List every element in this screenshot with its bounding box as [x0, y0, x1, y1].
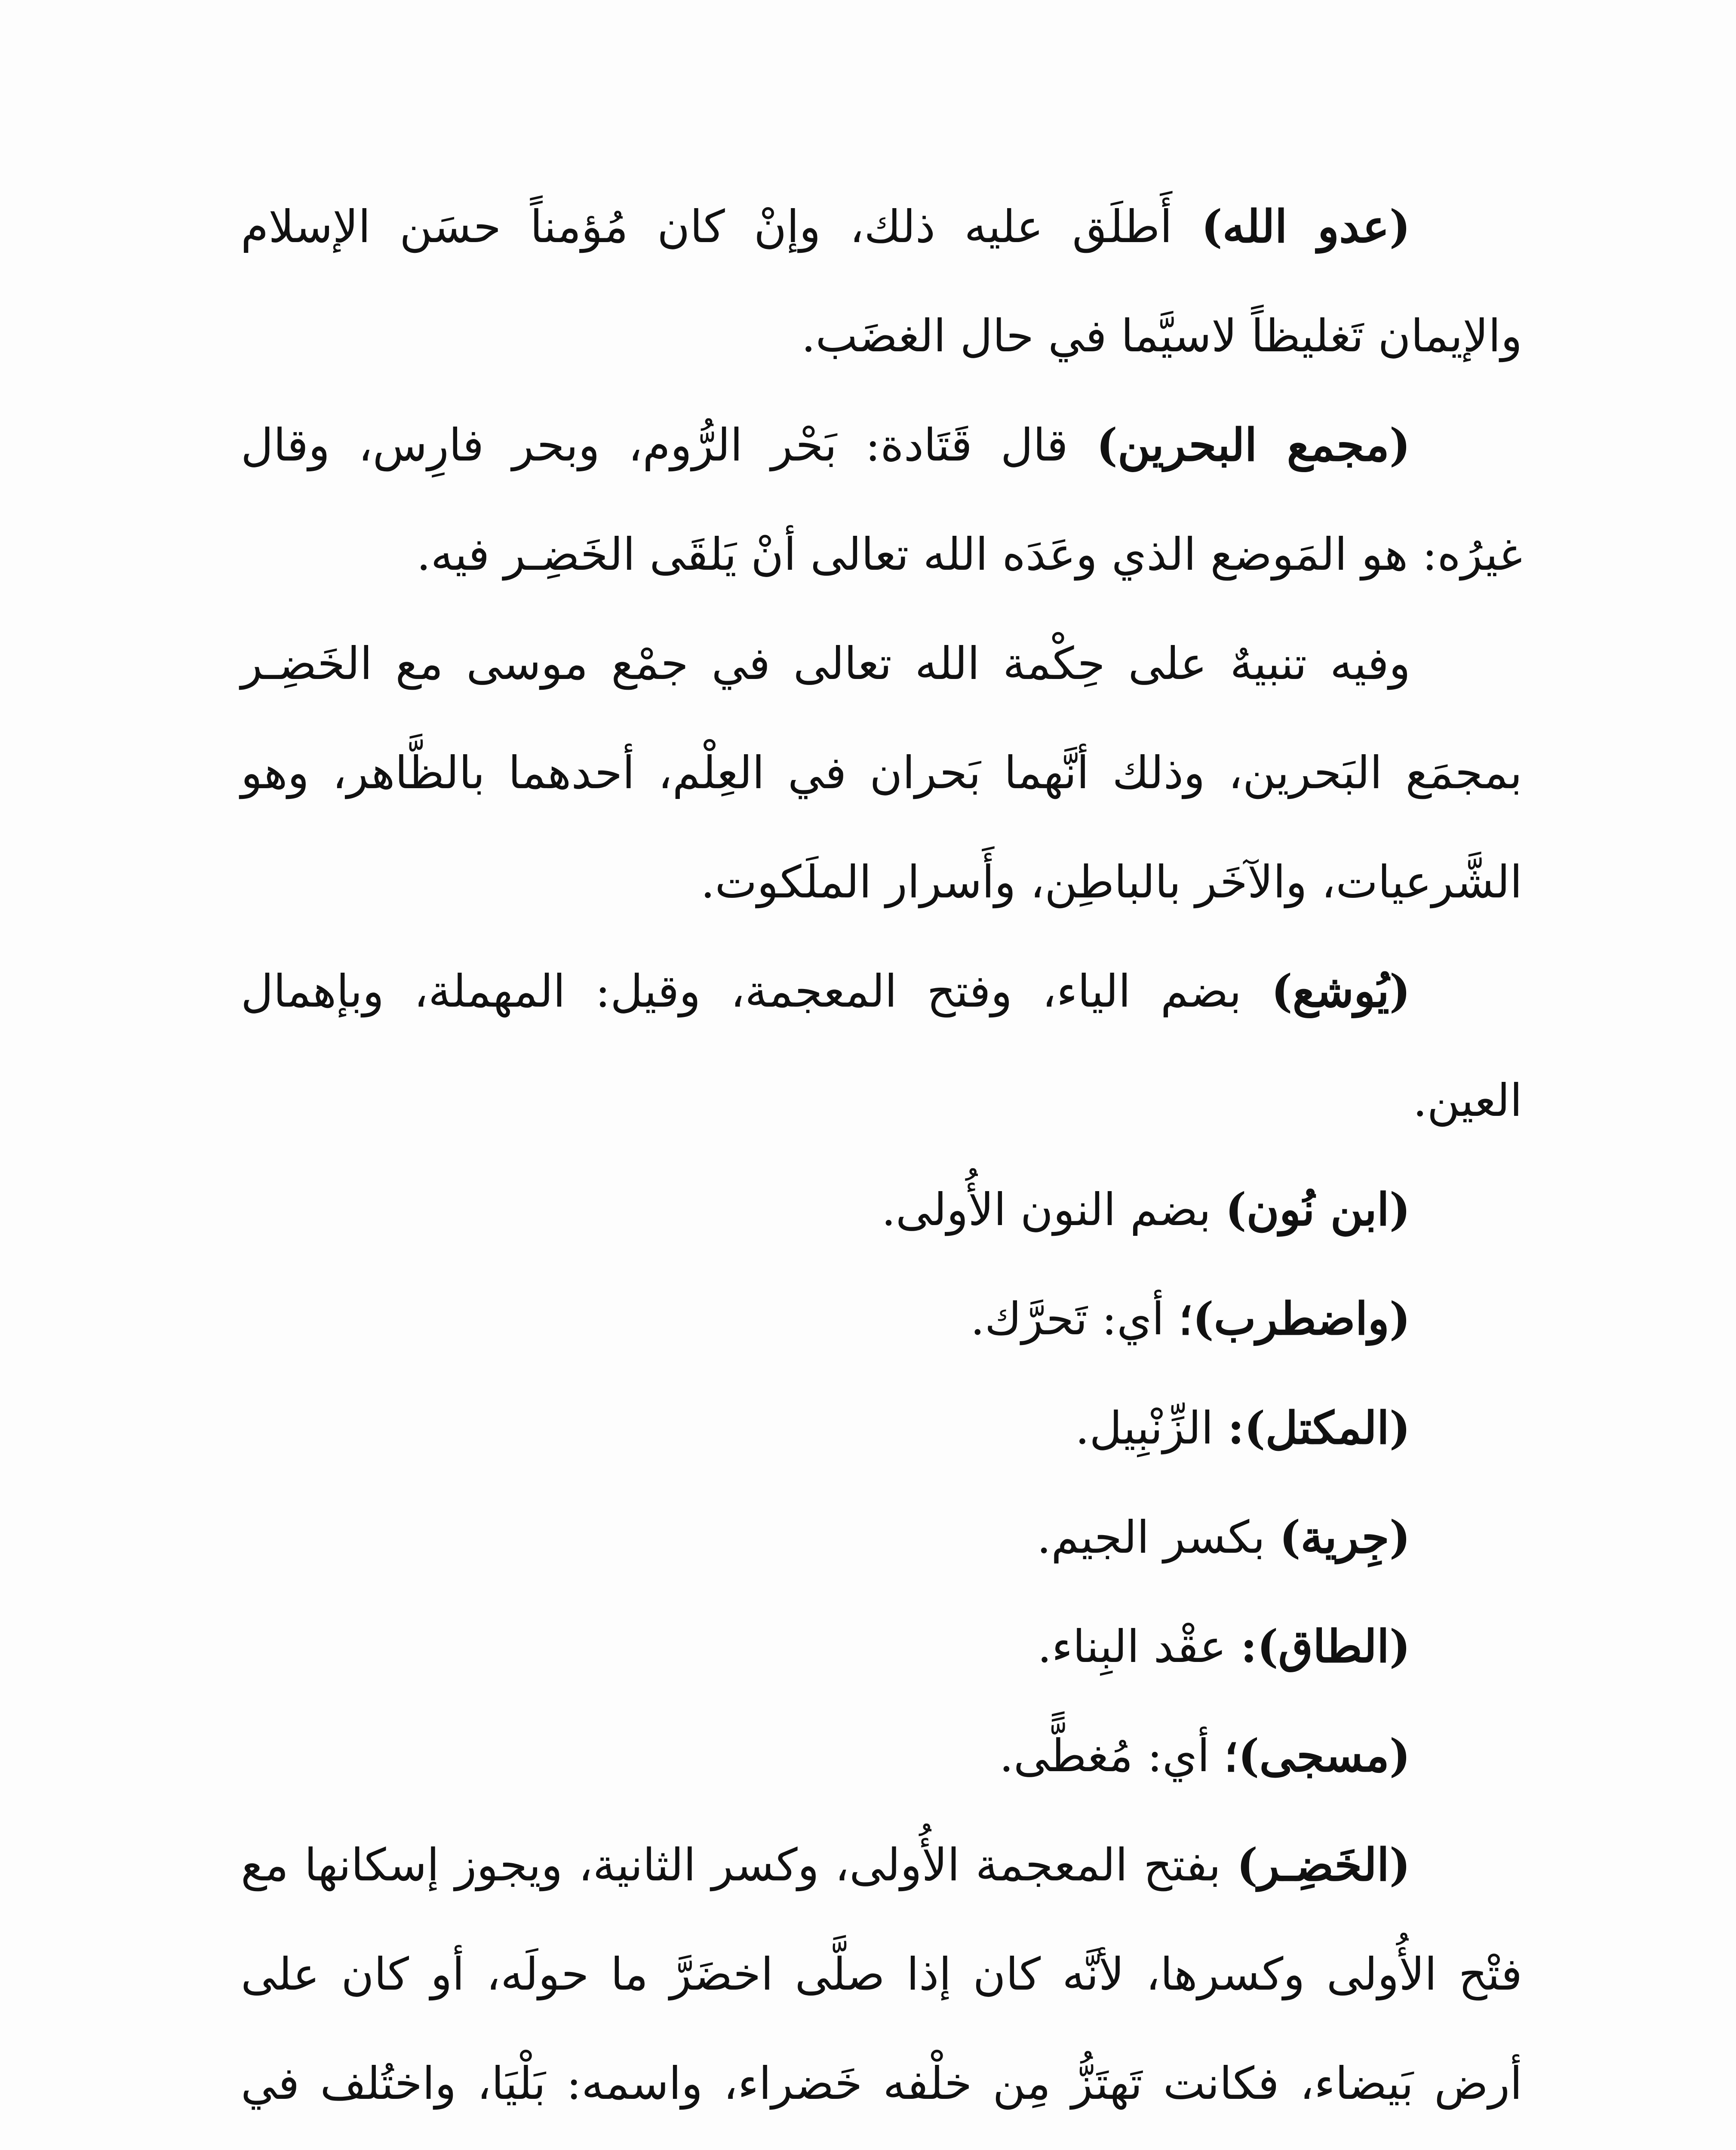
entry-paragraph — [241, 1810, 1522, 2150]
entry-term: (واضطرب)؛ — [1178, 1292, 1410, 1345]
entry-term: (ابن نُون) — [1225, 1183, 1410, 1236]
entry-paragraph — [241, 390, 1522, 609]
entry-text: بضم الياء، وفتح المعجمة، وقيل: المهملة، وبإهمال العين. — [241, 965, 1522, 1127]
commentary-text — [241, 172, 1522, 2150]
entry-paragraph — [241, 609, 1522, 937]
entry-text: أي: تَحرَّك. — [970, 1293, 1179, 1345]
entry-paragraph — [241, 937, 1522, 1155]
entry-term: (يُوشع) — [1271, 964, 1410, 1017]
entry-text: بضم النون الأُولى. — [881, 1183, 1226, 1236]
entry-text: أي: مُغطًّى. — [999, 1729, 1224, 1782]
entry-text: أَطلَق عليه ذلك، وإنْ كان مُؤمناً حسَن الإسلام والإيمان تَغليظاً لاسيَّما في حال الغضَب. — [241, 200, 1522, 362]
entry-paragraph — [241, 1373, 1522, 1483]
entry-text: الزِّنْبِيل. — [1075, 1402, 1228, 1454]
entry-term: (المكتل): — [1227, 1401, 1410, 1454]
entry-term: (مسجى)؛ — [1224, 1729, 1410, 1782]
entry-term: (عدو الله) — [1201, 200, 1410, 253]
entry-paragraph — [241, 172, 1522, 390]
entry-paragraph — [241, 1155, 1522, 1264]
entry-term: (الطاق): — [1240, 1620, 1410, 1673]
entry-paragraph — [241, 1592, 1522, 1701]
entry-paragraph — [241, 1483, 1522, 1592]
entry-text: بكسر الجيم. — [1037, 1511, 1280, 1563]
entry-text: بفتح المعجمة الأُولى، وكسر الثانية، ويجوز إسكانها مع فتْح الأُولى وكسرها، لأنَّه كان إذا صلَّى اخضَرَّ ما حولَه، أو كان على أرض بَيضاء، فكانت تَهتَزُّ مِن خلْفه خَضراء، واسمه: بَلْيَا، واختُلف في — [241, 1839, 1522, 2110]
entry-term: (مجمع البحرين) — [1096, 418, 1410, 471]
entry-term: (الخَضِـر) — [1236, 1838, 1410, 1891]
entry-text: وفيه تنبيهٌ على حِكْمة الله تعالى في جمْع موسى مع الخَضِـر بمجمَع البَحرين، وذلك أنَّهما بَحران في العِلْم، أحدهما بالظَّاهر، وهو الشَّرعيات، والآخَر بالباطِن، وأَسرار الملَكوت. — [241, 637, 1522, 908]
entry-term: (جِرية) — [1279, 1511, 1410, 1563]
entry-paragraph — [241, 1701, 1522, 1810]
entry-paragraph — [241, 1264, 1522, 1373]
entry-text: عقْد البِناء. — [1037, 1620, 1241, 1673]
entry-text: قال قَتَادة: بَحْر الرُّوم، وبحر فارِس، وقال غيرُه: هو المَوضع الذي وعَدَه الله تعالى أنْ يَلقَى الخَضِـر فيه. — [241, 419, 1522, 580]
